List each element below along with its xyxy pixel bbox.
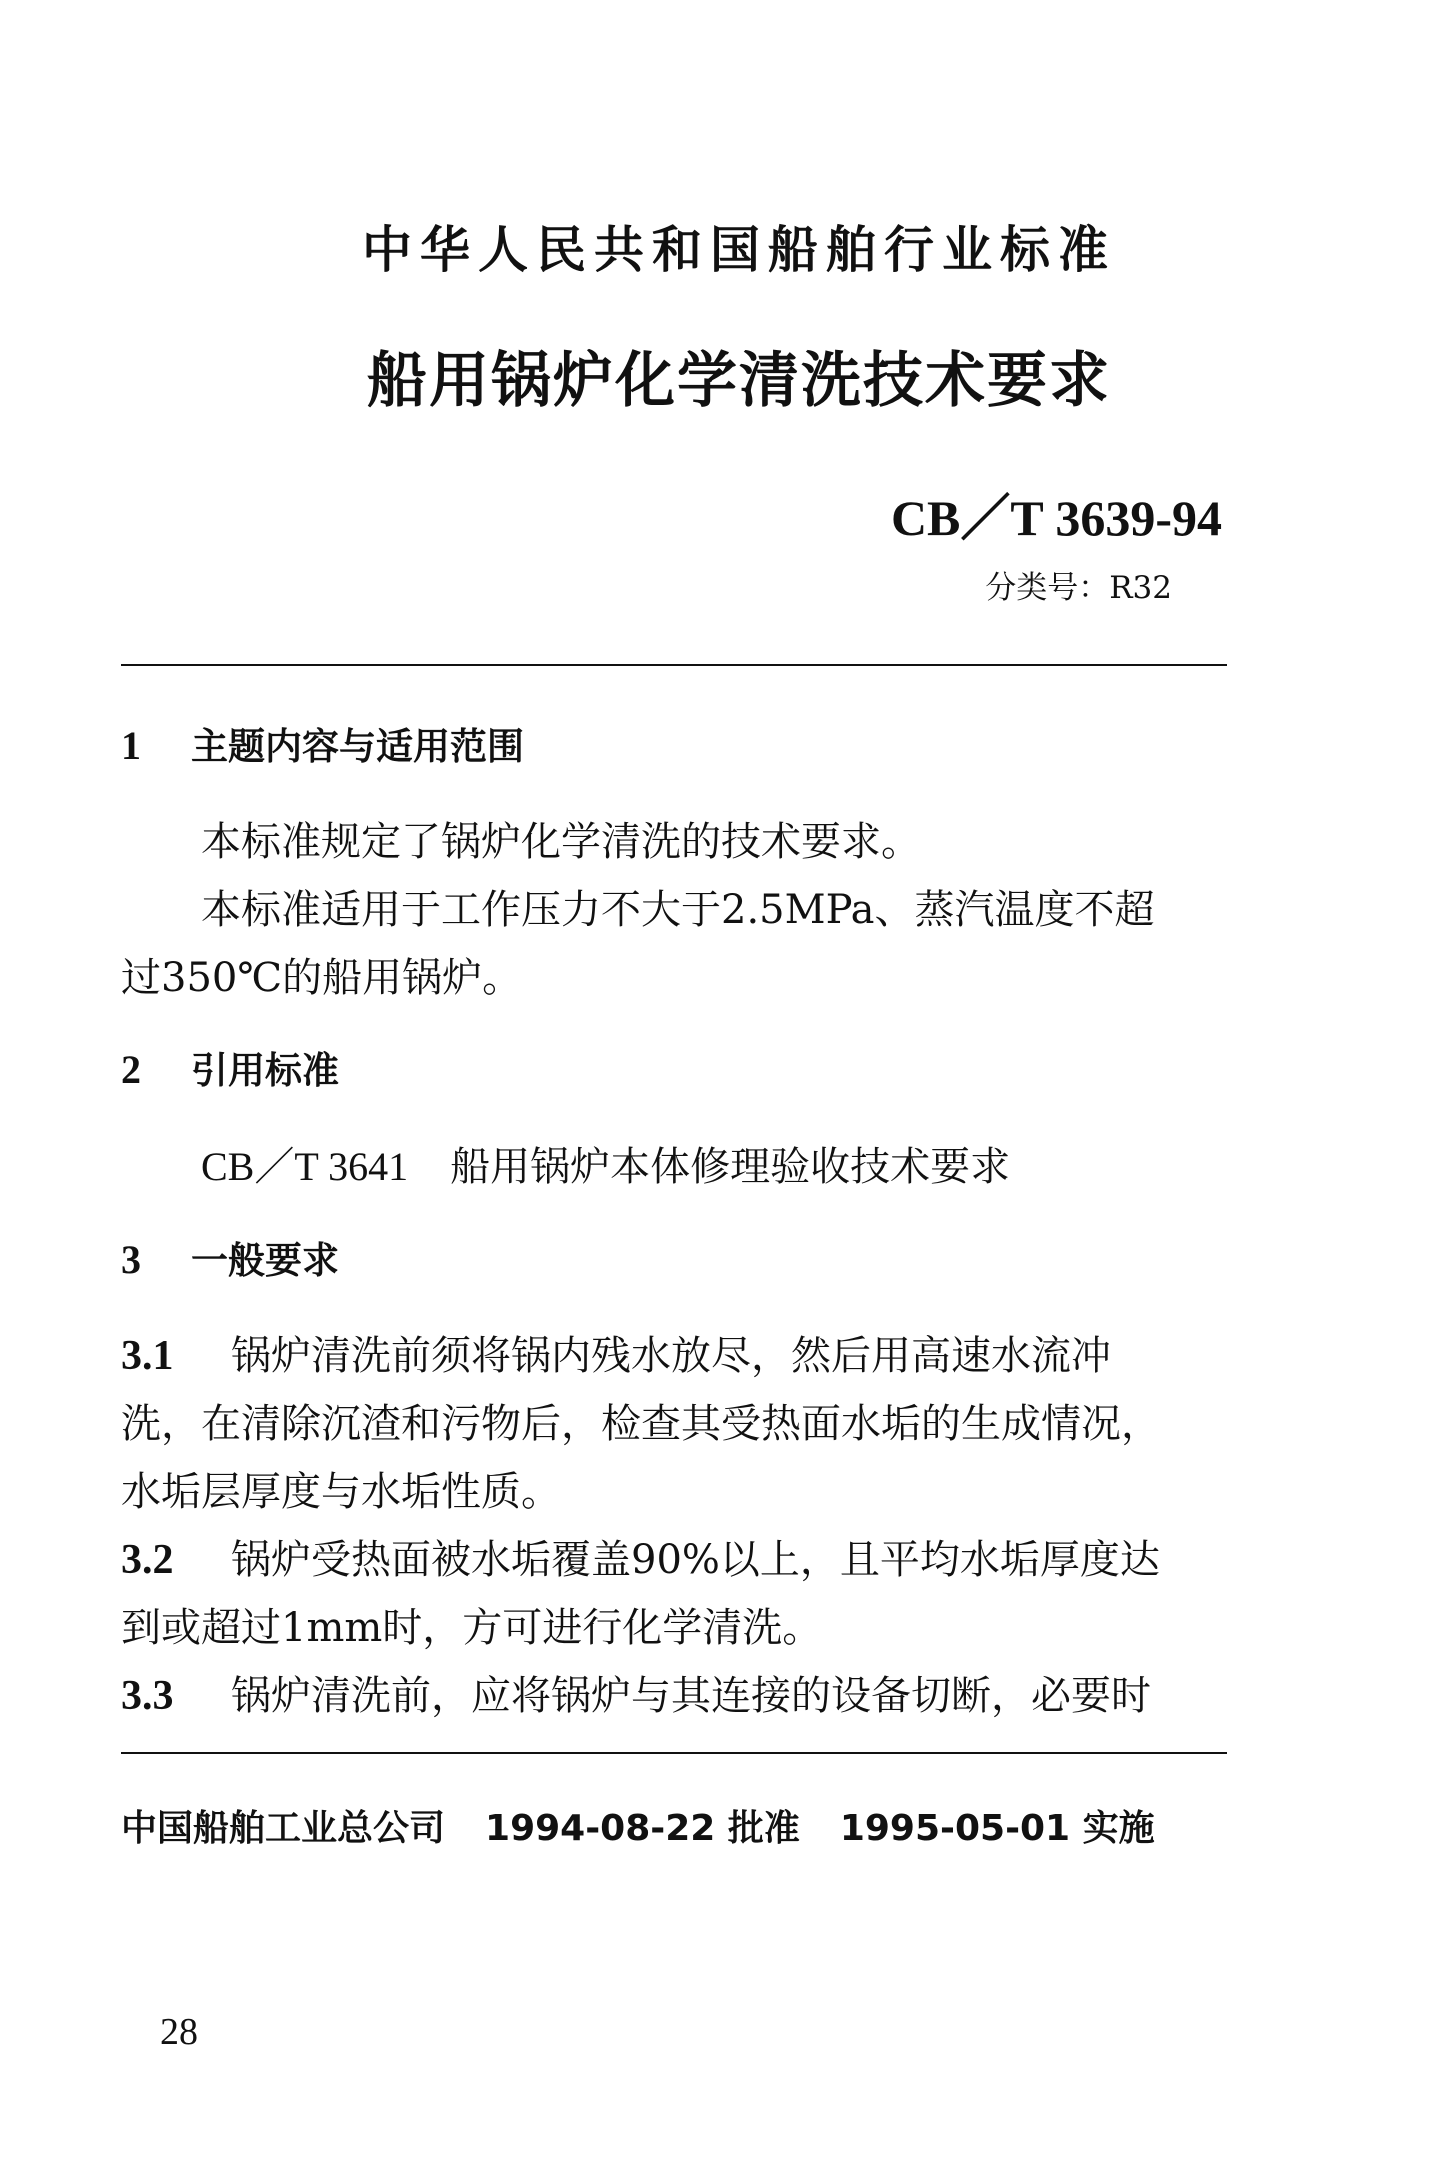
- clause-3-1-line-1: [121, 1324, 1111, 1381]
- section-1-title: 主题内容与适用范围: [191, 725, 524, 768]
- issuer: 中国船舶工业总公司: [121, 1808, 446, 1849]
- clause-3-2-line-2: 到或超过1mm时，方可进行化学清洗。: [121, 1605, 823, 1651]
- clause-3-2-line-1: [121, 1528, 1160, 1585]
- section-3-number: 3: [121, 1237, 141, 1282]
- clause-3-2-text-1: 锅炉受热面被水垢覆盖90%以上，且平均水垢厚度达: [231, 1537, 1160, 1583]
- section-2-title: 引用标准: [191, 1049, 339, 1092]
- footer-divider: [121, 1752, 1227, 1754]
- approval-date: 1994-08-22 批准: [485, 1808, 800, 1849]
- section-1-heading: [121, 716, 524, 770]
- effective-date: 1995-05-01 实施: [839, 1808, 1155, 1849]
- clause-3-1-line-3: 水垢层厚度与水垢性质。: [121, 1469, 561, 1515]
- clause-3-1-text-1: 锅炉清洗前须将锅内残水放尽，然后用高速水流冲: [231, 1333, 1111, 1379]
- issuance-info: [121, 1800, 1155, 1851]
- section-3-heading: [121, 1230, 339, 1284]
- section-2-heading: [121, 1040, 339, 1094]
- classification-number: 分类号：R32: [985, 570, 1172, 606]
- header-divider: [121, 664, 1227, 666]
- section-3-title: 一般要求: [191, 1239, 339, 1282]
- standard-body-heading: 中华人民共和国船舶行业标准: [362, 221, 1116, 279]
- reference-title: 船用锅炉本体修理验收技术要求: [450, 1144, 1011, 1190]
- clause-3-1-line-2: 洗，在清除沉渣和污物后，检查其受热面水垢的生成情况，: [121, 1401, 1161, 1447]
- clause-3-3-line-1: [121, 1664, 1151, 1721]
- section-1-paragraph-1: 本标准规定了锅炉化学清洗的技术要求。: [201, 819, 921, 865]
- section-2-number: 2: [121, 1047, 141, 1092]
- page-number: 28: [160, 2011, 198, 2053]
- clause-3-3-number: 3.3: [121, 1673, 174, 1719]
- clause-3-3-text-1: 锅炉清洗前，应将锅炉与其连接的设备切断，必要时: [231, 1673, 1151, 1719]
- standard-code: CB／T 3639-94: [890, 490, 1222, 546]
- section-1-paragraph-2-line-2: 过350℃的船用锅炉。: [121, 955, 523, 1001]
- section-1-paragraph-2-line-1: 本标准适用于工作压力不大于2.5MPa、蒸汽温度不超: [201, 887, 1155, 933]
- standard-title: 船用锅炉化学清洗技术要求: [367, 346, 1111, 416]
- clause-3-1-number: 3.1: [121, 1333, 174, 1379]
- clause-3-2-number: 3.2: [121, 1537, 174, 1583]
- reference-code: CB／T 3641: [201, 1144, 409, 1189]
- section-1-number: 1: [121, 723, 141, 768]
- reference-standard: [201, 1135, 1010, 1192]
